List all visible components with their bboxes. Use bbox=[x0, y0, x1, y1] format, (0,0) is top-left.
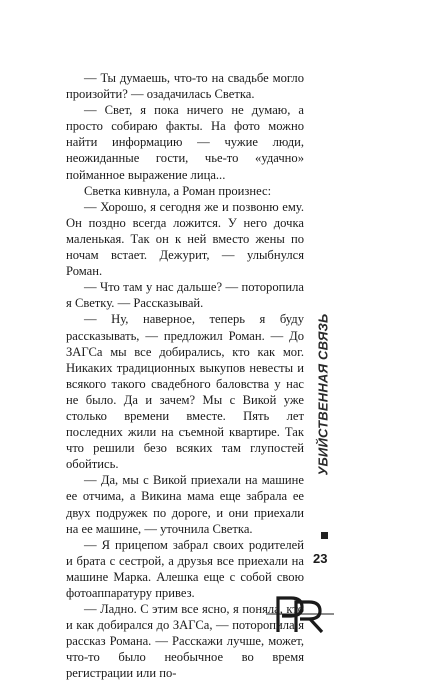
paragraph-9: — Ладно. С этим все ясно, я поняла, кто и как добирался до ЗАГСа, — поторопила я рассказ Романа. — Расскажи лучше, может, что-то было необычное во время регистрации или по- bbox=[66, 602, 304, 681]
paragraph-1: — Ты думаешь, что-то на свадьбе могло произойти? — озадачилась Светка. bbox=[66, 71, 304, 102]
paragraph-6: — Ну, наверное, теперь я буду рассказывать, — предложил Роман. — До ЗАГСа мы все добирались, кто как мог. Никаких традиционных выкупов невесты и всякого такого свадебного баловства у нас не было. Да и зачем? Мы с Викой уже столько времени вместе. Пять лет последних жили на съемной квартире. Так что решили безо всяких там глупостей обойтись. bbox=[66, 312, 304, 472]
paragraph-5: — Что там у нас дальше? — поторопила я Светку. — Рассказывай. bbox=[66, 280, 304, 311]
running-title bbox=[310, 268, 336, 520]
paragraph-2: — Свет, я пока ничего не думаю, а просто собираю факты. На фото можно найти информацию — чужие люди, неожиданные гости, чье-то «удачно» пойманное выражение лица... bbox=[66, 103, 304, 182]
publisher-logo bbox=[264, 592, 336, 636]
paragraph-3: Светка кивнула, а Роман произнес: bbox=[84, 183, 272, 198]
paragraph-7: — Да, мы с Викой приехали на машине ее отчима, а Викина мама еще забрала ее двух подружек по дороге, и они приехали на ее машине, — уточнила Светка. bbox=[66, 473, 304, 536]
running-title-text: УБИЙСТВЕННАЯ СВЯЗЬ bbox=[315, 313, 331, 475]
body-text bbox=[66, 70, 304, 682]
paragraph-4: — Хорошо, я сегодня же и позвоню ему. Он поздно всегда ложится. У него дочка маленькая. Так он к ней вместо жены по ночам встает. Дежурит, — улыбнулся Роман. bbox=[66, 199, 304, 279]
section-marker bbox=[321, 532, 328, 539]
paragraph-8: — Я прицепом забрал своих родителей и брата с сестрой, а друзья все приехали на машине Марка. Алешка еще с собой свою фотоаппаратуру привез. bbox=[66, 537, 304, 600]
page-number: 23 bbox=[313, 551, 328, 566]
